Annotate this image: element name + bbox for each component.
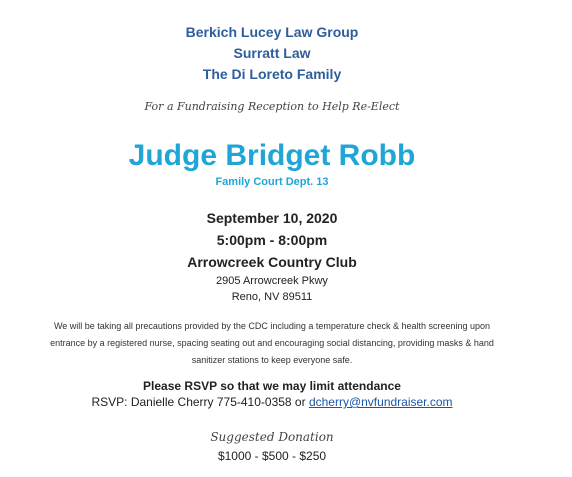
host-name: Berkich Lucey Law Group <box>185 24 359 40</box>
event-time: 5:00pm - 8:00pm <box>216 232 328 248</box>
host-name: The Di Loreto Family <box>202 66 342 82</box>
rsvp-heading: Please RSVP so that we may limit attendance <box>143 379 401 393</box>
donation-section <box>0 428 544 465</box>
donation-amounts: $1000 - $500 - $250 <box>217 449 327 463</box>
rsvp-email-link[interactable]: dcherry@nvfundraiser.com <box>308 395 453 409</box>
event-venue: Arrowcreek Country Club <box>187 254 357 270</box>
rsvp-contact <box>0 394 544 410</box>
event-date: September 10, 2020 <box>206 210 338 226</box>
venue-city: Reno, NV 89511 <box>231 291 313 303</box>
invitation-line: For a Fundraising Reception to Help Re-Elect <box>144 100 400 113</box>
rsvp-contact-text: RSVP: Danielle Cherry 775-410-0358 or <box>91 395 309 409</box>
event-details <box>0 207 544 305</box>
host-list <box>0 22 544 85</box>
donation-heading: Suggested Donation <box>210 430 334 444</box>
honoree-name: Judge Bridget Robb <box>128 139 416 172</box>
host-name: Surratt Law <box>233 45 311 61</box>
rsvp-section <box>0 378 544 410</box>
safety-notice: We will be taking all precautions provided by the CDC including a temperature check & health screening upon entrance by a registered nurse, spacing seating out and encouraging social distancing, providing masks & hand sanitizer stations to keep everyone safe. <box>50 321 494 365</box>
venue-street: 2905 Arrowcreek Pkwy <box>216 275 328 287</box>
honoree-department: Family Court Dept. 13 <box>215 176 329 188</box>
